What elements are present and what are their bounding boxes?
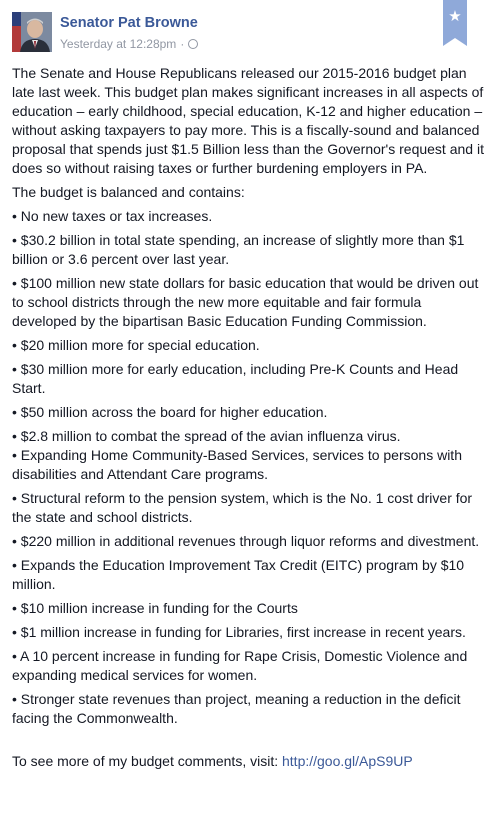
post-header [12, 12, 494, 56]
meta-separator: · [180, 37, 185, 51]
list-item: • $30 million more for early education, including Pre-K Counts and Head Start. [12, 361, 459, 396]
post-body [12, 64, 484, 776]
list-item: • $20 million more for special education. [12, 337, 260, 353]
timestamp[interactable]: Yesterday at 12:28pm [60, 37, 177, 51]
star-icon: ★ [448, 8, 462, 25]
list-item: • No new taxes or tax increases. [12, 208, 213, 224]
list-item: • $2.8 million to combat the spread of the avian influenza virus. [12, 428, 401, 444]
list-item: • $100 million new state dollars for basic education that would be driven out to school districts through the new more equitable and fair formula developed by the bipartisan Basic Education Funding Commission. [12, 275, 479, 329]
post-intro: The Senate and House Republicans released our 2015-2016 budget plan late last week. This budget plan makes significant increases in all aspects of education – early childhood, special education, K-12 and higher education – without asking taxpayers to pay more. This is a fiscally-sound and balanced proposal that spends just $1.5 Billion less than the Governor's request and it does so without raising taxes or further burdening employers in PA. [12, 65, 484, 176]
list-item: • Structural reform to the pension system, which is the No. 1 cost driver for the state and school districts. [12, 490, 473, 525]
outro-text: To see more of my budget comments, visit: [12, 753, 282, 769]
list-item: • Expands the Education Improvement Tax Credit (EITC) program by $10 million. [12, 557, 465, 592]
list-item: • Stronger state revenues than project, meaning a reduction in the deficit facing the Commonwealth. [12, 691, 461, 726]
budget-link[interactable]: http://goo.gl/ApS9UP [282, 753, 413, 769]
avatar[interactable] [12, 12, 52, 52]
list-item: • A 10 percent increase in funding for Rape Crisis, Domestic Violence and expanding medical services for women. [12, 648, 468, 683]
post-meta [60, 37, 198, 51]
globe-icon[interactable] [188, 39, 198, 49]
author-name[interactable]: Senator Pat Browne [60, 15, 198, 31]
list-item: • Expanding Home Community-Based Services, services to persons with disabilities and Attendant Care programs. [12, 447, 462, 482]
list-item: • $220 million in additional revenues through liquor reforms and divestment. [12, 533, 480, 549]
list-item: • $30.2 billion in total state spending, an increase of slightly more than $1 billion or 3.6 percent over last year. [12, 232, 465, 267]
post-lead: The budget is balanced and contains: [12, 184, 245, 200]
post-outro [12, 752, 484, 771]
list-item: • $10 million increase in funding for the Courts [12, 600, 298, 616]
list-item: • $50 million across the board for higher education. [12, 404, 328, 420]
avatar-image [12, 12, 52, 52]
ribbon-badge[interactable] [443, 0, 467, 38]
list-item: • $1 million increase in funding for Libraries, first increase in recent years. [12, 624, 466, 640]
